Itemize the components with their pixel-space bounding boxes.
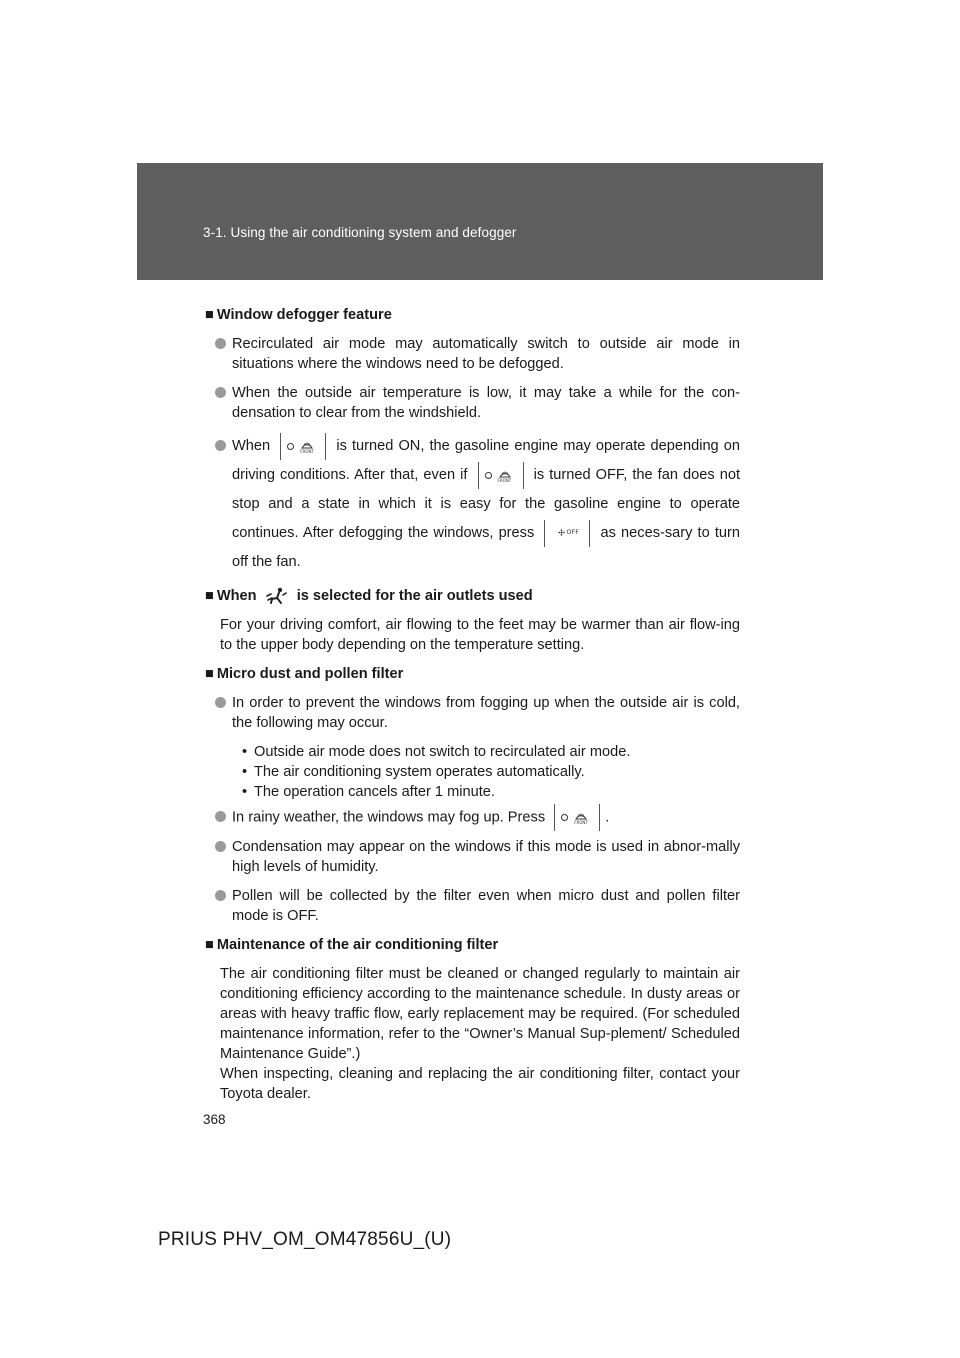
list-item: In order to prevent the windows from fogging up when the outside air is cold, the following may occur.	[205, 693, 740, 733]
heading-marker-icon: ■	[205, 588, 214, 604]
list-item: In rainy weather, the windows may fog up. Press FRONT .	[205, 804, 740, 831]
heading-window-defogger: ■ Window defogger feature	[205, 307, 392, 323]
bullet-icon	[215, 890, 226, 901]
heading-maintenance: ■ Maintenance of the air conditioning filter	[205, 937, 499, 953]
list-item: When FRONT is turned ON, the gasoline engine may operate depending on driving conditions. After that, even if FRONT is turned OFF, the fan does not stop and a state in which it is easy for the gasoline engine to operate continues. After defogging the windows, press OFF as neces-sary to turn off the fan.	[205, 432, 740, 577]
sub-list-item: • The operation cancels after 1 minute.	[242, 784, 495, 800]
feet-outlet-icon	[265, 587, 287, 605]
sub-list-item: • Outside air mode does not switch to recirculated air mode.	[242, 744, 631, 760]
section-title: 3-1. Using the air conditioning system and defogger	[203, 225, 517, 240]
page-content	[205, 305, 740, 1113]
bullet-icon	[215, 697, 226, 708]
front-defroster-button-icon: FRONT	[554, 804, 600, 831]
heading-marker-icon: ■	[205, 666, 214, 682]
fan-off-button-icon: OFF	[544, 520, 590, 547]
bullet-icon	[215, 338, 226, 349]
list-item: When the outside air temperature is low, it may take a while for the con-densation to clear from the windshield.	[205, 383, 740, 423]
maintenance-body: The air conditioning filter must be cleaned or changed regularly to maintain air conditioning efficiency according to the maintenance schedule. In dusty areas or areas with heavy traffic flow, early replacement may be required. (For scheduled maintenance information, refer to the “Owner’s Manual Sup-plement/ Scheduled Maintenance Guide”.)	[220, 966, 740, 1062]
front-defroster-button-icon: FRONT	[478, 462, 524, 489]
front-defroster-button-icon: FRONT	[280, 433, 326, 460]
list-item: Recirculated air mode may automatically switch to outside air mode in situations where the windows need to be defogged.	[205, 334, 740, 374]
heading-air-outlets: ■ When is selected for the air outlets used	[205, 588, 533, 604]
sub-list-item: • The air conditioning system operates automatically.	[242, 764, 585, 780]
document-id: PRIUS PHV_OM_OM47856U_(U)	[158, 1229, 452, 1250]
heading-micro-dust: ■ Micro dust and pollen filter	[205, 666, 404, 682]
page-number: 368	[203, 1112, 226, 1127]
sub-list	[205, 742, 740, 802]
bullet-icon	[215, 811, 226, 822]
heading-marker-icon: ■	[205, 307, 214, 323]
list-item: Pollen will be collected by the filter even when micro dust and pollen filter mode is OFF.	[205, 886, 740, 926]
maintenance-body-contact: When inspecting, cleaning and replacing the air conditioning filter, contact your Toyota dealer.	[220, 1066, 740, 1102]
bullet-icon	[215, 841, 226, 852]
bullet-icon	[215, 440, 226, 451]
outlets-body: For your driving comfort, air flowing to the feet may be warmer than air flow-ing to the upper body depending on the temperature setting.	[220, 617, 740, 653]
heading-marker-icon: ■	[205, 937, 214, 953]
bullet-icon	[215, 387, 226, 398]
header-bar	[137, 163, 823, 280]
list-item: Condensation may appear on the windows if this mode is used in abnor-mally high levels of humidity.	[205, 837, 740, 877]
